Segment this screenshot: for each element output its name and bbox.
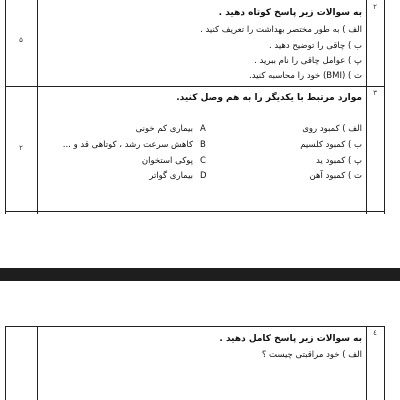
table-border-left xyxy=(5,326,6,400)
table-border-left xyxy=(5,0,6,214)
table-border-score xyxy=(37,0,38,214)
matching-left-item: ب ) کمبود کلسیم xyxy=(300,140,362,150)
matching-left-item: الف ) کمبود روی xyxy=(302,124,362,134)
matching-left-item: پ ) کمبود ید xyxy=(316,156,362,166)
matching-right-item: کاهش سرعت رشد ، کوتاهی قد و ... xyxy=(62,140,193,150)
question-score: ۲ xyxy=(19,144,23,152)
table-border-right xyxy=(384,0,385,214)
matching-left-item: ت ) کمبود آهن xyxy=(309,171,362,181)
question-heading: موارد مرتبط با یکدیگر را به هم وصل کنید. xyxy=(176,93,362,103)
matching-letter: B xyxy=(200,140,206,150)
exam-sheet-bottom xyxy=(0,281,400,400)
question-item: ب ) چاقی را توضیح دهید . xyxy=(268,41,362,51)
table-border-score xyxy=(37,326,38,400)
question-item: الف ) خود مراقبتی چیست ؟ xyxy=(261,350,362,360)
question-number: ۲ xyxy=(373,3,377,11)
question-number: ٤ xyxy=(373,329,377,337)
question-item: الف ) به طور مختصر بهداشت را تعریف کنید . xyxy=(200,25,362,35)
row-divider xyxy=(5,86,385,87)
question-heading: به سوالات زیر پاسخ کوتاه دهید . xyxy=(218,8,362,18)
page-separator xyxy=(0,268,400,281)
matching-letter: A xyxy=(200,124,206,134)
question-heading: به سوالات زیر پاسخ کامل دهید . xyxy=(219,334,362,344)
matching-right-item: بیماری گواتر xyxy=(149,171,193,181)
question-item: ت ) (BMI) خود را محاسبه کنید. xyxy=(249,71,362,81)
matching-right-item: پوکی استخوان xyxy=(141,156,193,166)
matching-letter: C xyxy=(200,156,206,166)
table-border-index xyxy=(366,0,367,214)
table-border-right xyxy=(384,326,385,400)
matching-right-item: بیماری کم خونی xyxy=(135,124,193,134)
question-item: پ ) عوامل چاقی را نام ببرید . xyxy=(254,56,362,66)
question-score: ۵ xyxy=(19,36,23,44)
table-bottom-border xyxy=(5,211,385,212)
question-number: ۳ xyxy=(373,89,377,97)
table-top-border xyxy=(5,326,385,327)
table-border-index xyxy=(366,326,367,400)
matching-letter: D xyxy=(200,171,207,181)
